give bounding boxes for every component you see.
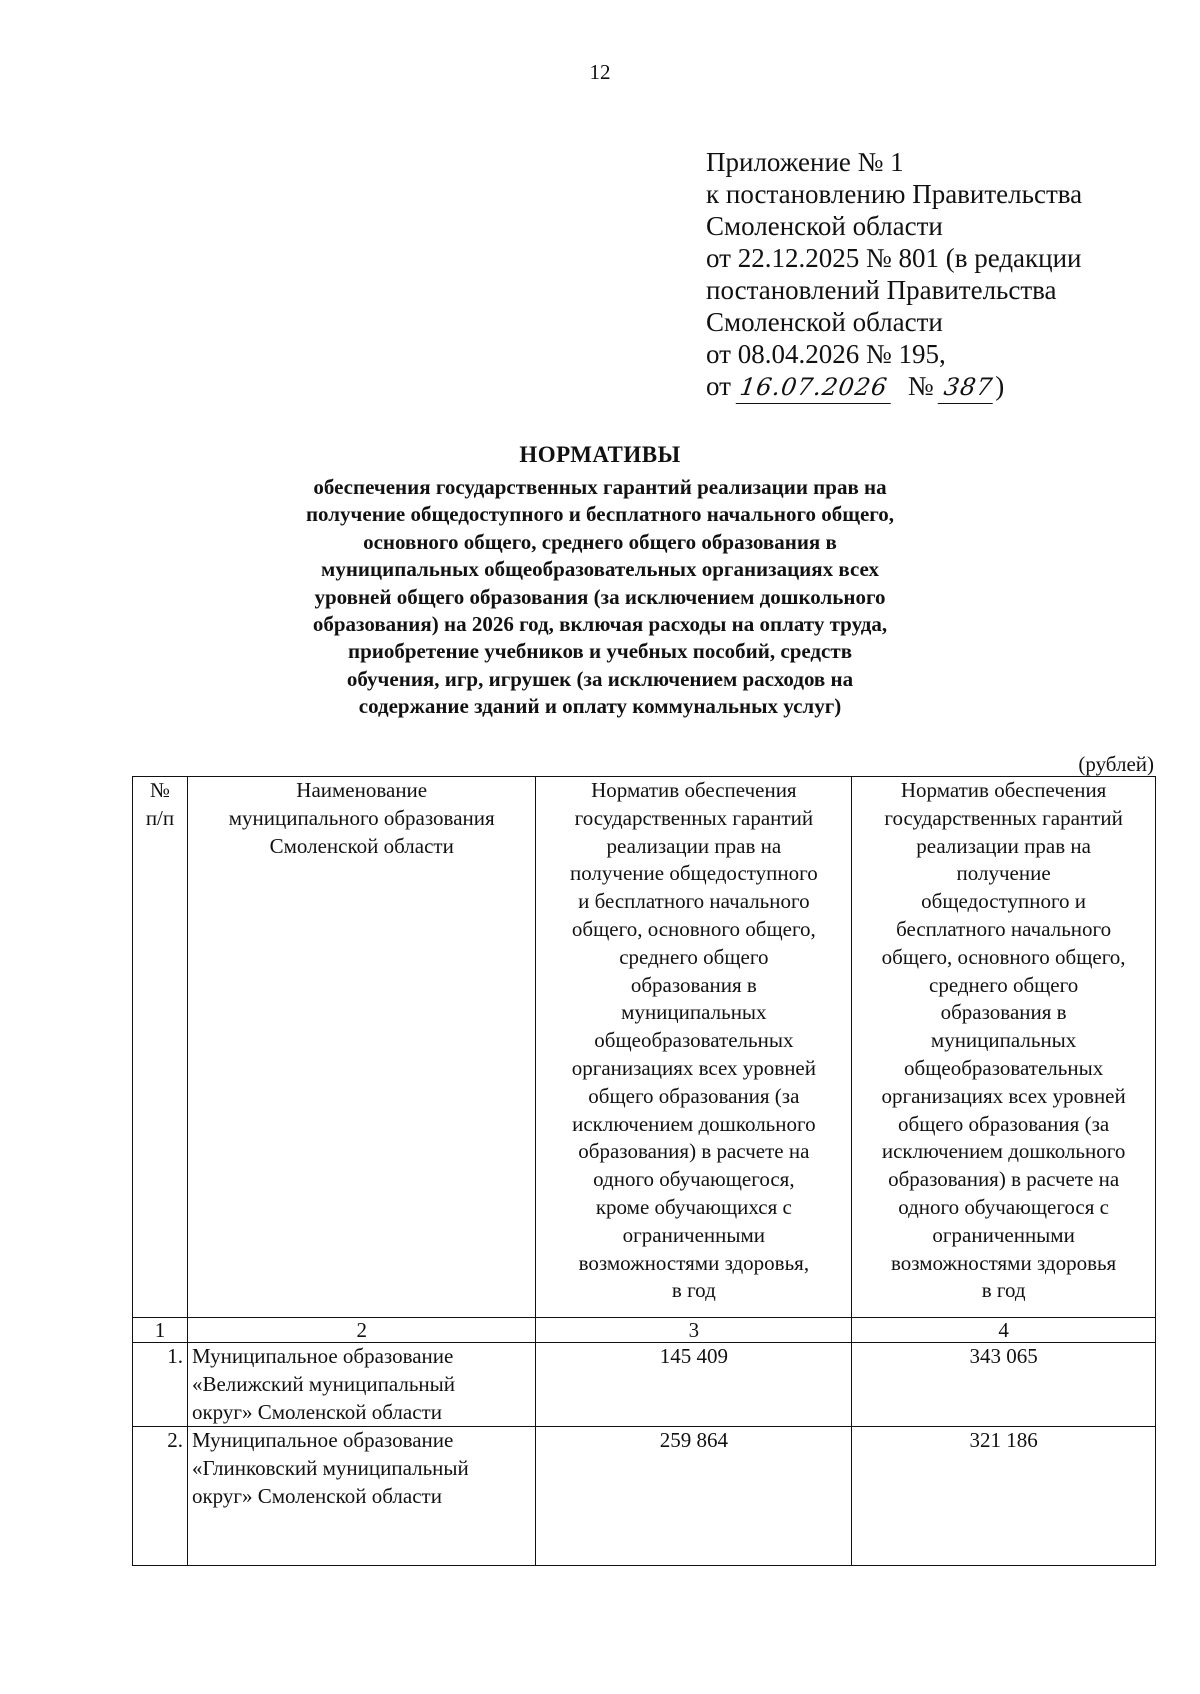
column-index-cell: 2 xyxy=(187,1318,536,1343)
appendix-line: Смоленской области xyxy=(706,211,943,241)
header-line: реализации прав на xyxy=(606,833,782,858)
table-header-row xyxy=(133,777,1156,1318)
header-line: реализации прав на xyxy=(916,833,1091,858)
subtitle-line: основного общего, среднего общего образования в xyxy=(363,529,837,554)
header-line: образования) в расчете на xyxy=(888,1167,1120,1192)
subtitle-line: уровней общего образования (за исключением дошкольного xyxy=(314,584,886,609)
header-line: возможностями здоровья xyxy=(891,1250,1117,1275)
header-cell-name xyxy=(187,777,536,1318)
row-number: 2. xyxy=(133,1427,188,1566)
page-number: 12 xyxy=(589,60,611,84)
table-row xyxy=(133,1427,1156,1566)
header-line: в год xyxy=(981,1278,1026,1303)
subtitle-line: содержание зданий и оплату коммунальных услуг) xyxy=(358,694,842,719)
handwritten-number: 387 xyxy=(938,371,997,404)
header-line: образования в xyxy=(940,1000,1067,1025)
subtitle-line: обеспечения государственных гарантий реализации прав на xyxy=(313,475,887,499)
handwritten-date: 16.07.2026 xyxy=(735,371,895,404)
header-line: общедоступного и xyxy=(921,889,1087,914)
document-subtitle xyxy=(260,474,940,721)
header-line: общего, основного общего, xyxy=(881,944,1126,969)
header-line: организациях всех уровней xyxy=(571,1055,816,1080)
header-line: Смоленской области xyxy=(269,833,454,858)
name-line: округ» Смоленской области xyxy=(191,1483,442,1508)
appendix-amendment-line xyxy=(706,370,1166,404)
header-line: исключением дошкольного xyxy=(881,1139,1126,1164)
name-line: Муниципальное образование xyxy=(191,1428,454,1453)
norms-table xyxy=(132,776,1156,1566)
norm-disabled-value: 343 065 xyxy=(852,1343,1156,1427)
header-line: одного обучающегося, xyxy=(593,1167,795,1192)
header-line: в год xyxy=(671,1278,716,1303)
header-line: муниципальных xyxy=(621,1000,767,1025)
appendix-line: от 08.04.2026 № 195, xyxy=(706,339,946,369)
header-line: муниципальных xyxy=(930,1028,1077,1053)
header-line: общего, основного общего, xyxy=(571,916,816,941)
column-index-cell: 4 xyxy=(852,1318,1156,1343)
header-line: общего образования (за xyxy=(588,1083,800,1108)
name-line: округ» Смоленской области xyxy=(191,1399,442,1424)
municipality-name xyxy=(187,1427,536,1566)
subtitle-line: обучения, игр, игрушек (за исключением расходов на xyxy=(346,666,854,691)
number-sign: № xyxy=(907,371,934,401)
header-line: возможностями здоровья, xyxy=(578,1250,810,1275)
header-line: общего образования (за xyxy=(898,1111,1110,1136)
name-line: «Велижский муниципальный xyxy=(191,1371,455,1396)
subtitle-line: муниципальных общеобразовательных организациях всех xyxy=(321,557,879,582)
appendix-line: Смоленской области xyxy=(706,307,943,337)
name-line: Муниципальное образование xyxy=(191,1344,454,1368)
subtitle-line: образования) на 2026 год, включая расходы на оплату труда, xyxy=(312,612,888,637)
header-line: государственных гарантий xyxy=(884,805,1123,830)
appendix-line: от 22.12.2025 № 801 (в редакции xyxy=(706,243,1082,273)
header-line: ограниченными xyxy=(932,1222,1075,1247)
municipality-name xyxy=(187,1343,536,1427)
header-line: Норматив обеспечения xyxy=(591,778,797,802)
appendix-block xyxy=(706,146,1166,404)
header-line: организациях всех уровней xyxy=(881,1083,1126,1108)
header-cell-number xyxy=(133,777,188,1318)
header-line: Норматив обеспечения xyxy=(900,778,1107,802)
appendix-line: Приложение № 1 xyxy=(706,147,904,177)
header-line: Наименование xyxy=(296,778,428,802)
header-cell-norm-general xyxy=(536,777,852,1318)
subtitle-line: приобретение учебников и учебных пособий, средств xyxy=(347,639,853,664)
closing-paren: ) xyxy=(995,371,1005,401)
header-line: муниципального образования xyxy=(228,805,495,830)
norm-disabled-value: 321 186 xyxy=(852,1427,1156,1566)
header-line: получение xyxy=(956,861,1051,886)
header-line: исключением дошкольного xyxy=(572,1111,816,1136)
header-line: государственных гарантий xyxy=(574,805,814,830)
header-line: образования) в расчете на xyxy=(578,1139,810,1164)
header-line: п/п xyxy=(145,805,175,830)
column-index-row xyxy=(133,1318,1156,1343)
header-line: бесплатного начального xyxy=(896,916,1112,941)
appendix-line: постановлений Правительства xyxy=(706,275,1057,305)
header-line: образования в xyxy=(630,972,757,997)
header-line: ограниченными xyxy=(622,1222,766,1247)
header-line: общеобразовательных xyxy=(594,1028,794,1053)
row-number: 1. xyxy=(133,1343,188,1427)
unit-label: (рублей) xyxy=(1078,752,1154,776)
table-row xyxy=(133,1343,1156,1427)
subtitle-line: получение общедоступного и бесплатного начального общего, xyxy=(305,502,895,527)
appendix-line: к постановлению Правительства xyxy=(706,179,1083,209)
appendix-prefix: от xyxy=(706,371,731,401)
header-line: одного обучающегося с xyxy=(898,1194,1109,1219)
header-cell-norm-disabled xyxy=(852,777,1156,1318)
header-line: среднего общего xyxy=(929,972,1079,997)
document-heading xyxy=(260,440,940,721)
header-line: № xyxy=(149,778,170,802)
header-line: общеобразовательных xyxy=(904,1055,1104,1080)
norm-general-value: 145 409 xyxy=(536,1343,852,1427)
column-index-cell: 1 xyxy=(133,1318,188,1343)
header-line: получение общедоступного xyxy=(569,861,818,886)
document-title: НОРМАТИВЫ xyxy=(519,442,681,467)
header-line: кроме обучающихся с xyxy=(595,1194,792,1219)
norm-general-value: 259 864 xyxy=(536,1427,852,1566)
column-index-cell: 3 xyxy=(536,1318,852,1343)
header-line: среднего общего xyxy=(619,944,769,969)
header-line: и бесплатного начального xyxy=(578,889,810,914)
name-line: «Глинковский муниципальный xyxy=(191,1456,469,1481)
